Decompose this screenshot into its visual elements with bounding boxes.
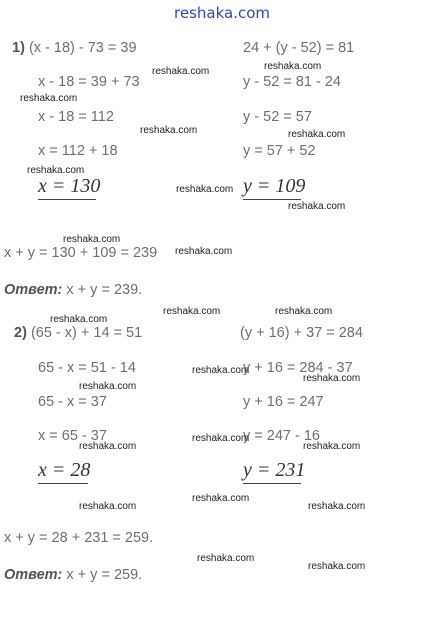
task2-left-step-1: 65 - x = 51 - 14	[38, 360, 136, 376]
task2-sum: x + y = 28 + 231 = 259.	[4, 530, 154, 546]
watermark: reshaka.com	[288, 201, 346, 212]
watermark: reshaka.com	[264, 61, 322, 72]
task2-right-step-1: y + 16 = 284 - 37	[243, 360, 353, 376]
watermark: reshaka.com	[303, 441, 361, 452]
task2-left-equation	[14, 325, 142, 341]
watermark: reshaka.com	[275, 306, 333, 317]
task2-right-result: y = 231	[243, 459, 306, 481]
watermark: reshaka.com	[192, 365, 250, 376]
task2-right-equation: (y + 16) + 37 = 284	[240, 325, 363, 341]
watermark: reshaka.com	[197, 553, 255, 564]
watermark: reshaka.com	[27, 165, 85, 176]
task1-right-step-2: y - 52 = 57	[243, 109, 312, 125]
task2-left-result-underline	[38, 483, 88, 484]
task2-answer-text: x + y = 259.	[66, 567, 143, 583]
task1-right-step-3: y = 57 + 52	[243, 143, 316, 159]
watermark: reshaka.com	[163, 306, 221, 317]
task2-left-step-2: 65 - x = 37	[38, 394, 107, 410]
task1-left-result: x = 130	[38, 175, 101, 197]
watermark: reshaka.com	[79, 501, 137, 512]
task1-left-step-3: x = 112 + 18	[38, 143, 118, 159]
task1-right-result-underline	[243, 199, 301, 200]
task1-left-equation	[12, 40, 137, 56]
task1-right-step-1: y - 52 = 81 - 24	[243, 74, 341, 90]
task1-answer-label: Ответ:	[4, 282, 63, 298]
watermark: reshaka.com	[192, 433, 250, 444]
watermark: reshaka.com	[303, 373, 361, 384]
task1-right-result: y = 109	[243, 175, 306, 197]
task1-number: 1)	[12, 40, 25, 56]
task2-left-step-3: x = 65 - 37	[38, 428, 107, 444]
watermark: reshaka.com	[140, 125, 198, 136]
task2-answer-label: Ответ:	[4, 567, 63, 583]
task1-left-step-2: x - 18 = 112	[38, 109, 114, 125]
task2-left-eq-text: (65 - x) + 14 = 51	[30, 325, 143, 341]
task1-answer-text: x + y = 239.	[66, 282, 143, 298]
watermark: reshaka.com	[288, 129, 346, 140]
watermark: reshaka.com	[308, 561, 366, 572]
watermark: reshaka.com	[79, 381, 137, 392]
task2-answer	[4, 567, 142, 583]
watermark: reshaka.com	[79, 441, 137, 452]
task1-right-equation: 24 + (y - 52) = 81	[243, 40, 355, 56]
watermark: reshaka.com	[63, 234, 121, 245]
watermark: reshaka.com	[175, 246, 233, 257]
watermark: reshaka.com	[152, 66, 210, 77]
watermark: reshaka.com	[50, 314, 108, 325]
site-header: reshaka.com	[174, 4, 270, 22]
task2-right-step-3: y = 247 - 16	[243, 428, 320, 444]
task2-right-step-2: y + 16 = 247	[243, 394, 324, 410]
task2-right-result-underline	[243, 483, 301, 484]
watermark: reshaka.com	[192, 493, 250, 504]
task1-left-step-1: x - 18 = 39 + 73	[38, 74, 140, 90]
task1-left-result-underline	[38, 199, 96, 200]
watermark: reshaka.com	[308, 501, 366, 512]
watermark: reshaka.com	[20, 93, 78, 104]
watermark: reshaka.com	[176, 184, 234, 195]
task2-left-result: x = 28	[38, 459, 91, 481]
task1-left-eq-text: (x - 18) - 73 = 39	[28, 40, 137, 56]
task2-number: 2)	[14, 325, 27, 341]
task1-sum: x + y = 130 + 109 = 239	[4, 245, 158, 261]
task1-answer	[4, 282, 142, 298]
